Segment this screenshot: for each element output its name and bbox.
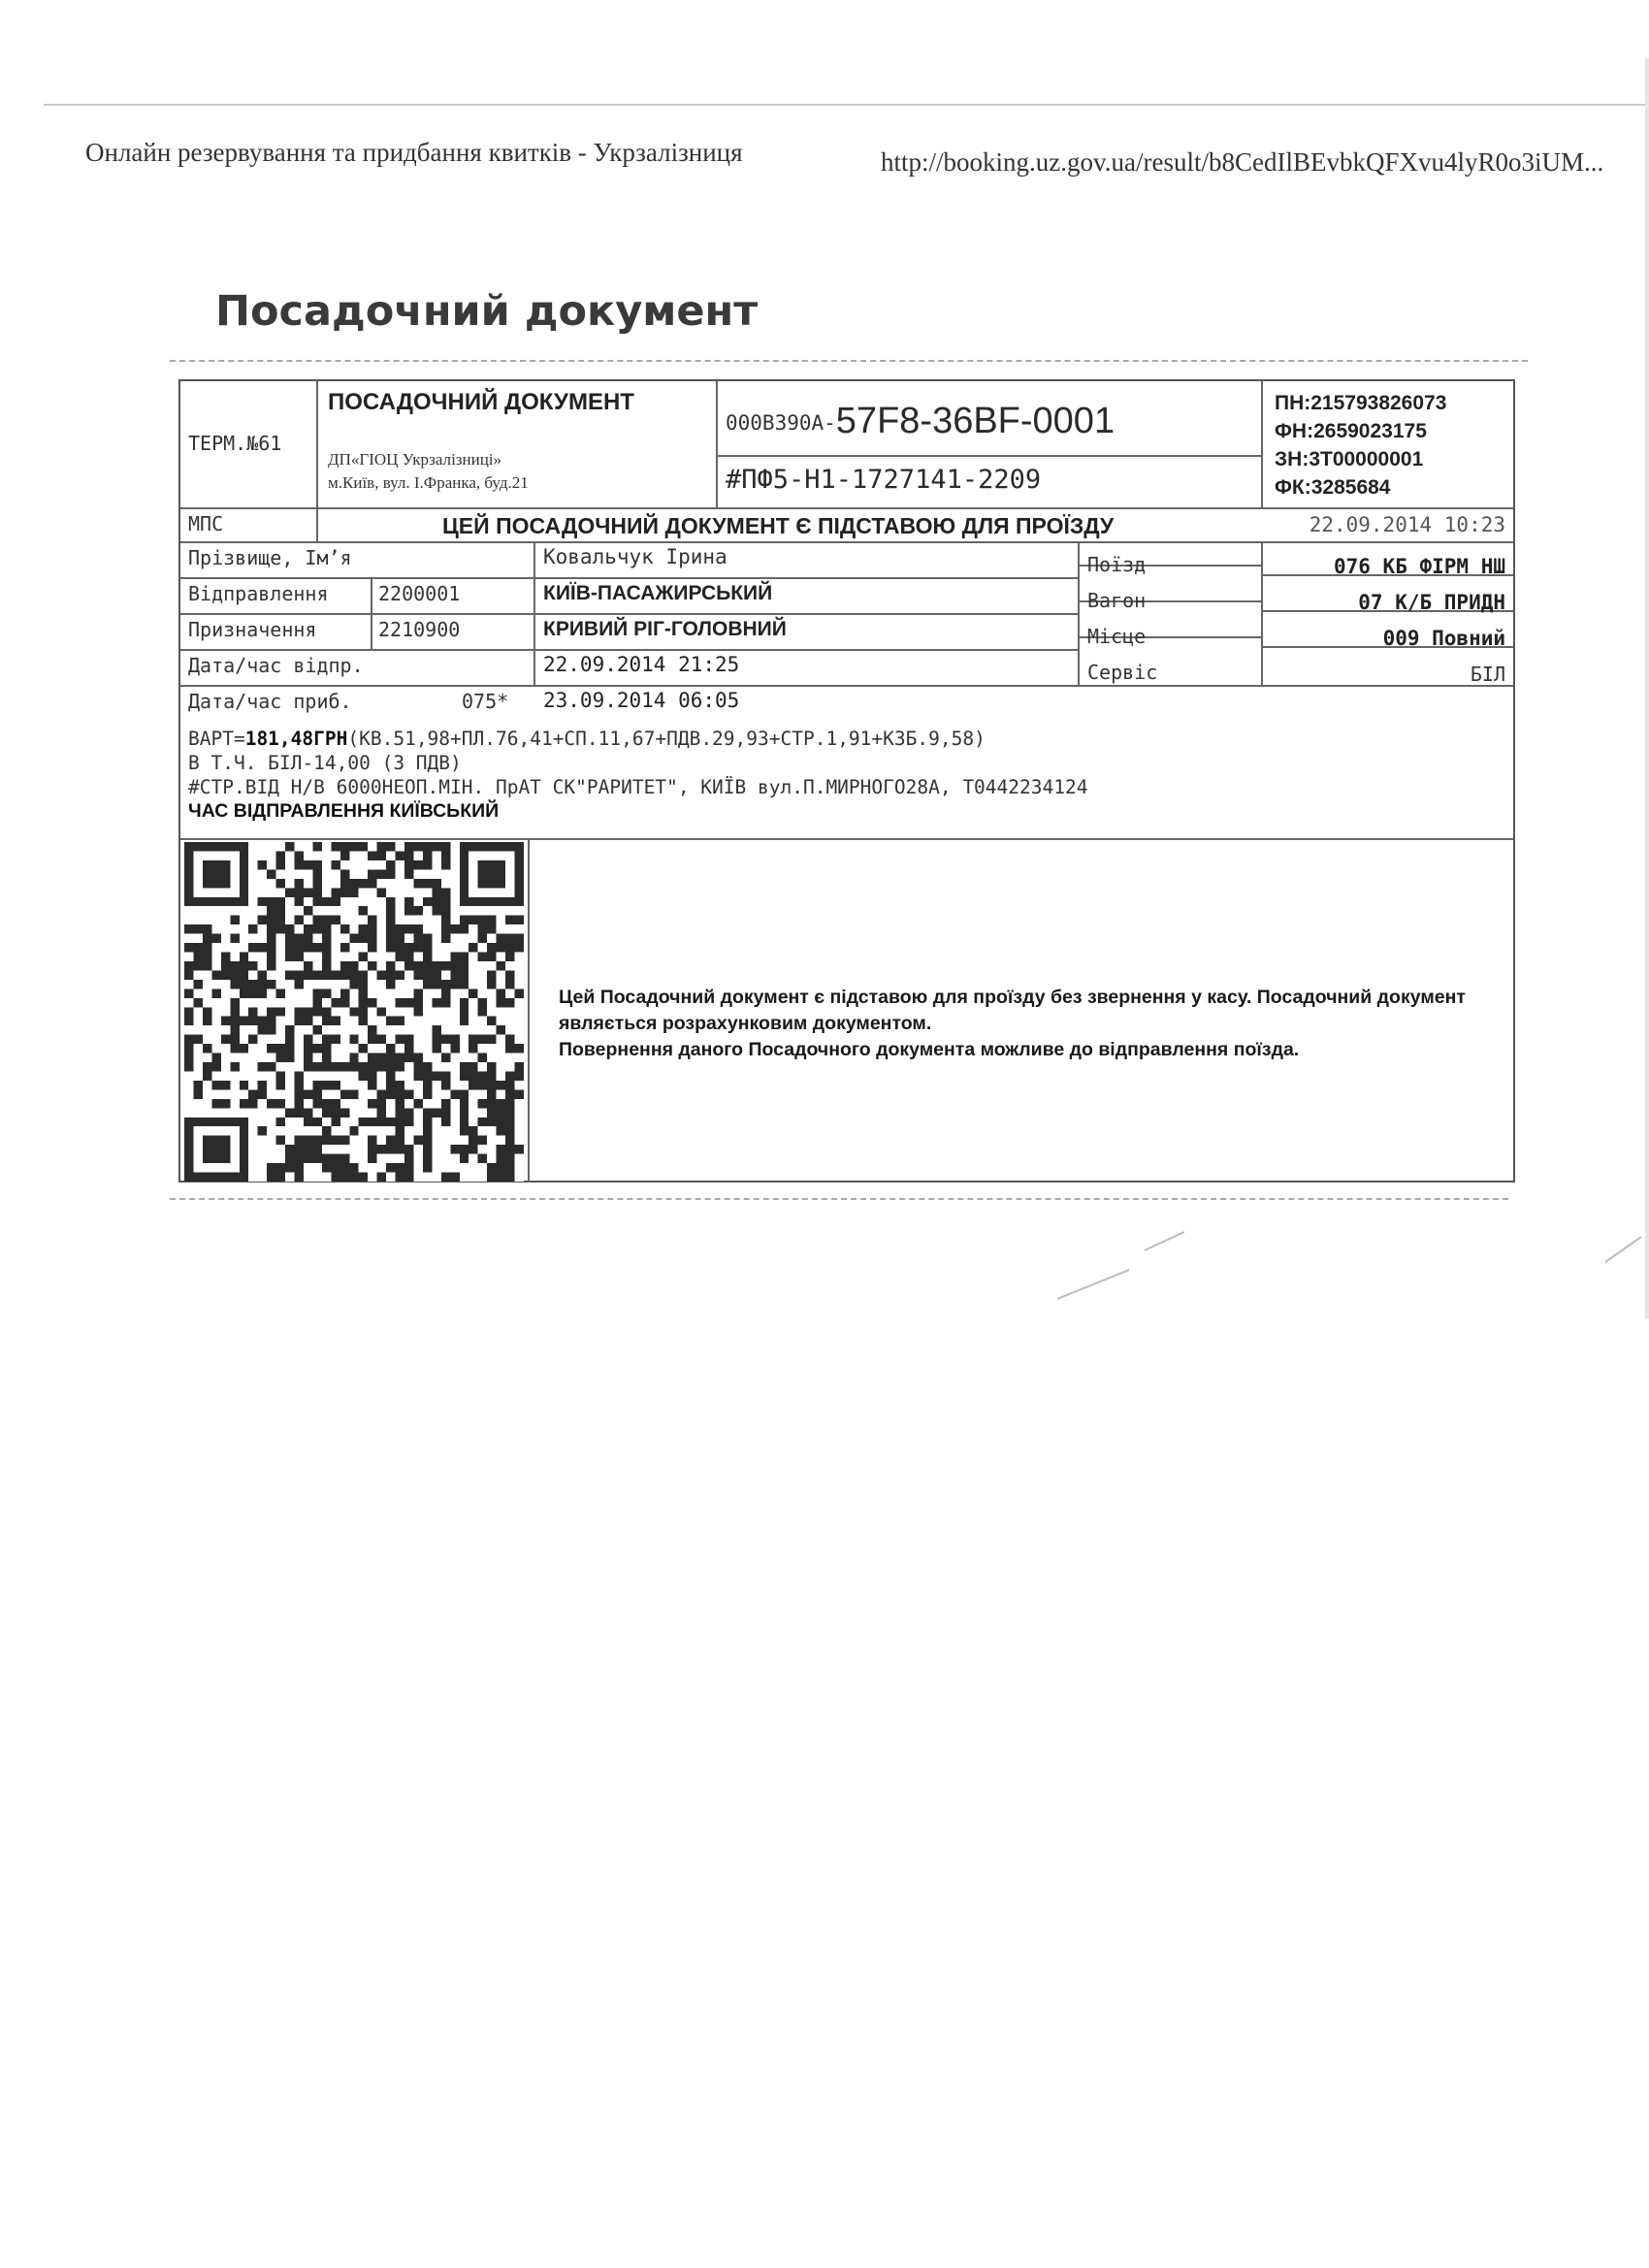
destination-label: Призначення xyxy=(188,618,317,641)
passenger-name: Ковальчук Ірина xyxy=(543,545,728,568)
scan-mark xyxy=(1604,1236,1641,1262)
price-line xyxy=(188,727,1087,751)
terminal-number: ТЕРМ.№61 xyxy=(188,432,282,455)
train-value: 076 КБ ФІРМ НШ xyxy=(1333,555,1505,578)
cut-line-top xyxy=(170,360,1528,362)
scan-top-rule xyxy=(44,104,1649,106)
fiscal-fn: ФН:2659023175 xyxy=(1275,420,1427,442)
page-title: Посадочний документ xyxy=(215,287,759,336)
seat-label: Місце xyxy=(1087,625,1147,648)
qr-code xyxy=(184,842,524,1182)
validity-statement: ЦЕЙ ПОСАДОЧНИЙ ДОКУМЕНТ Є ПІДСТАВОЮ ДЛЯ ПРОЇЗДУ xyxy=(442,513,1115,538)
grid-line xyxy=(716,381,718,507)
org-address: м.Київ, вул. І.Франка, буд.21 xyxy=(328,473,529,492)
ticket-code xyxy=(726,401,1115,442)
grid-line xyxy=(180,507,1513,509)
fiscal-zn: ЗН:3Т00000001 xyxy=(1275,448,1424,470)
seat-value: 009 Повний xyxy=(1382,627,1505,650)
price-amount: 181,48ГРН xyxy=(244,728,348,750)
arr-code: 075* xyxy=(462,690,509,713)
car-value: 07 К/Б ПРИДН xyxy=(1358,591,1505,614)
grid-line xyxy=(1261,381,1263,507)
price-vat-line: В Т.Ч. БІЛ-14,00 (З ПДВ) xyxy=(188,752,462,774)
qr-note-line-1: Цей Посадочний документ є підставою для проїзду без звернення у касу. Посадочний документ являється розрахунковим документом. xyxy=(559,987,1466,1034)
arr-time-label: Дата/час приб. xyxy=(188,690,352,713)
ticket-code-main: 57F8-36BF-0001 xyxy=(835,401,1116,441)
price-prefix: ВАРТ= xyxy=(188,728,245,750)
grid-line xyxy=(180,541,1513,543)
cut-line-bottom xyxy=(170,1198,1508,1200)
browser-print-header: Онлайн резервування та придбання квитків - Укрзалізниця xyxy=(85,138,743,167)
departure-station: КИЇВ-ПАСАЖИРСЬКИЙ xyxy=(543,582,773,604)
departure-label: Відправлення xyxy=(188,582,329,605)
fiscal-info xyxy=(1275,389,1446,502)
grid-line xyxy=(1078,541,1080,685)
grid-line xyxy=(528,838,530,1183)
insurance-line: #СТР.ВІД Н/В 6000НЕОП.МІН. ПрАТ СК"РАРИТЕТ", КИЇВ вул.П.МИРНОГО28А, Т0442234124 xyxy=(188,776,1088,798)
train-label: Поїзд xyxy=(1087,553,1147,576)
doc-title: ПОСАДОЧНИЙ ДОКУМЕНТ xyxy=(328,389,634,415)
scan-mark xyxy=(1057,1269,1130,1300)
fiscal-fk: ФК:3285684 xyxy=(1275,476,1391,499)
grid-line xyxy=(180,838,1513,840)
grid-line xyxy=(1261,541,1263,685)
service-value: БІЛ xyxy=(1470,663,1505,686)
grid-line xyxy=(716,455,1261,457)
destination-station: КРИВИЙ РІГ-ГОЛОВНИЙ xyxy=(543,618,787,640)
dep-time-label: Дата/час відпр. xyxy=(188,654,364,677)
grid-line xyxy=(180,577,1078,579)
grid-line xyxy=(180,685,1513,687)
price-block xyxy=(188,727,1087,824)
grid-line xyxy=(180,649,1078,651)
mps-label: МПС xyxy=(188,512,224,535)
qr-note-line-2: Повернення даного Посадочного документа можливе до відправлення поїзда. xyxy=(559,1039,1300,1060)
grid-line xyxy=(316,381,318,507)
service-label: Сервіс xyxy=(1087,661,1158,684)
price-breakdown: (КВ.51,98+ПЛ.76,41+СП.11,67+ПДВ.29,93+СТР.1,91+КЗБ.9,58) xyxy=(347,728,986,750)
departure-code: 2200001 xyxy=(378,582,461,605)
fiscal-pn: ПН:215793826073 xyxy=(1275,392,1447,414)
doc-number: #ПФ5-Н1-1727141-2209 xyxy=(726,465,1042,495)
ticket-code-prefix: 000В390А- xyxy=(726,411,836,435)
qr-modules xyxy=(184,842,524,1182)
passenger-label: Прізвище, Ім’я xyxy=(188,546,352,569)
arr-datetime: 23.09.2014 06:05 xyxy=(543,689,740,712)
boarding-ticket xyxy=(178,379,1515,1183)
browser-print-url: http://booking.uz.gov.ua/result/b8CedIlBEvbkQFXvu4lyR0o3iUM... xyxy=(881,147,1604,177)
car-label: Вагон xyxy=(1087,589,1147,612)
issue-datetime: 22.09.2014 10:23 xyxy=(1309,513,1505,536)
grid-line xyxy=(316,507,318,541)
destination-code: 2210900 xyxy=(378,618,461,641)
scan-right-edge xyxy=(1645,58,1649,1319)
org-name: ДП«ГІОЦ Укрзалізниці» xyxy=(328,450,502,469)
dep-datetime: 22.09.2014 21:25 xyxy=(543,653,740,676)
timezone-line: ЧАС ВІДПРАВЛЕННЯ КИЇВСЬКИЙ xyxy=(188,800,500,822)
qr-note xyxy=(559,985,1504,1063)
scan-mark xyxy=(1145,1231,1185,1251)
grid-line xyxy=(180,613,1078,615)
